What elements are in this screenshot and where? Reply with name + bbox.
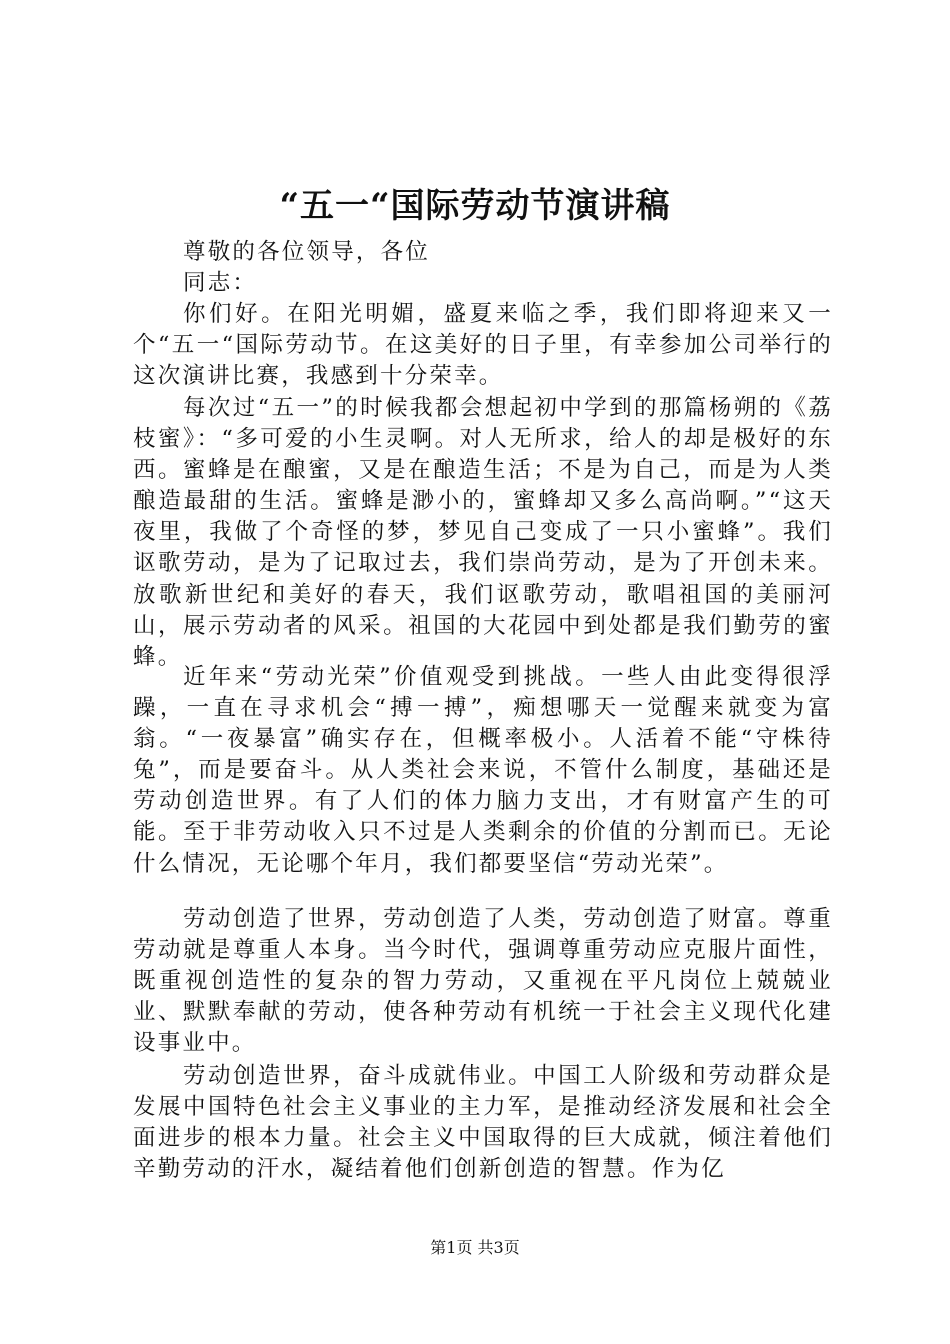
document-title: “五一“国际劳动节演讲稿: [279, 186, 671, 226]
paragraph-lychee-honey: 每次过“五一”的时候我都会想起初中学到的那篇杨朔的《荔枝蜜》：“多可爱的小生灵啊。对人无所求，给人的却是极好的东西。蜜蜂是在酿蜜，又是在酿造生活；不是为自己，而是为人类酿造最甜的生活。蜜蜂是渺小的，蜜蜂却又多么高尚啊。”“这天夜里，我做了个奇怪的梦，梦见自己变成了一只小蜜蜂”。我们讴歌劳动，是为了记取过去，我们崇尚劳动，是为了开创未来。放歌新世纪和美好的春天，我们讴歌劳动，歌唱祖国的美丽河山，展示劳动者的风采。祖国的大花园中到处都是我们勤劳的蜜蜂。: [133, 395, 833, 670]
paragraph-labor-glory: 近年来“劳动光荣”价值观受到挑战。一些人由此变得很浮躁，一直在寻求机会“搏一搏”，痴想哪天一觉醒来就变为富翁。“一夜暴富”确实存在，但概率极小。人活着不能“守株待兔”，而是要奋斗。从人类社会来说，不管什么制度，基础还是劳动创造世界。有了人们的体力脑力支出，才有财富产生的可能。至于非劳动收入只不过是人类剩余的价值的分割而已。无论什么情况，无论哪个年月，我们都要坚信“劳动光荣”。: [133, 664, 833, 877]
paragraph-greeting: 你们好。在阳光明媚，盛夏来临之季，我们即将迎来又一个“五一“国际劳动节。在这美好的日子里，有幸参加公司举行的这次演讲比赛，我感到十分荣幸。: [133, 301, 833, 390]
salutation-line-2: 同志：: [183, 270, 258, 296]
page-footer: 第1页 共3页: [430, 1238, 520, 1257]
paragraph-respect-labor: 劳动创造了世界，劳动创造了人类，劳动创造了财富。尊重劳动就是尊重人本身。当今时代，强调尊重劳动应克服片面性，既重视创造性的复杂的智力劳动，又重视在平凡岗位上兢兢业业、默默奉献的劳动，使各种劳动有机统一于社会主义现代化建设事业中。: [133, 906, 833, 1057]
paragraph-create-world: 劳动创造世界，奋斗成就伟业。中国工人阶级和劳动群众是发展中国特色社会主义事业的主力军，是推动经济发展和社会全面进步的根本力量。社会主义中国取得的巨大成就，倾注着他们辛勤劳动的汗水，凝结着他们创新创造的智慧。作为亿: [133, 1063, 833, 1183]
salutation-line-1: 尊敬的各位领导，各位: [183, 239, 431, 265]
